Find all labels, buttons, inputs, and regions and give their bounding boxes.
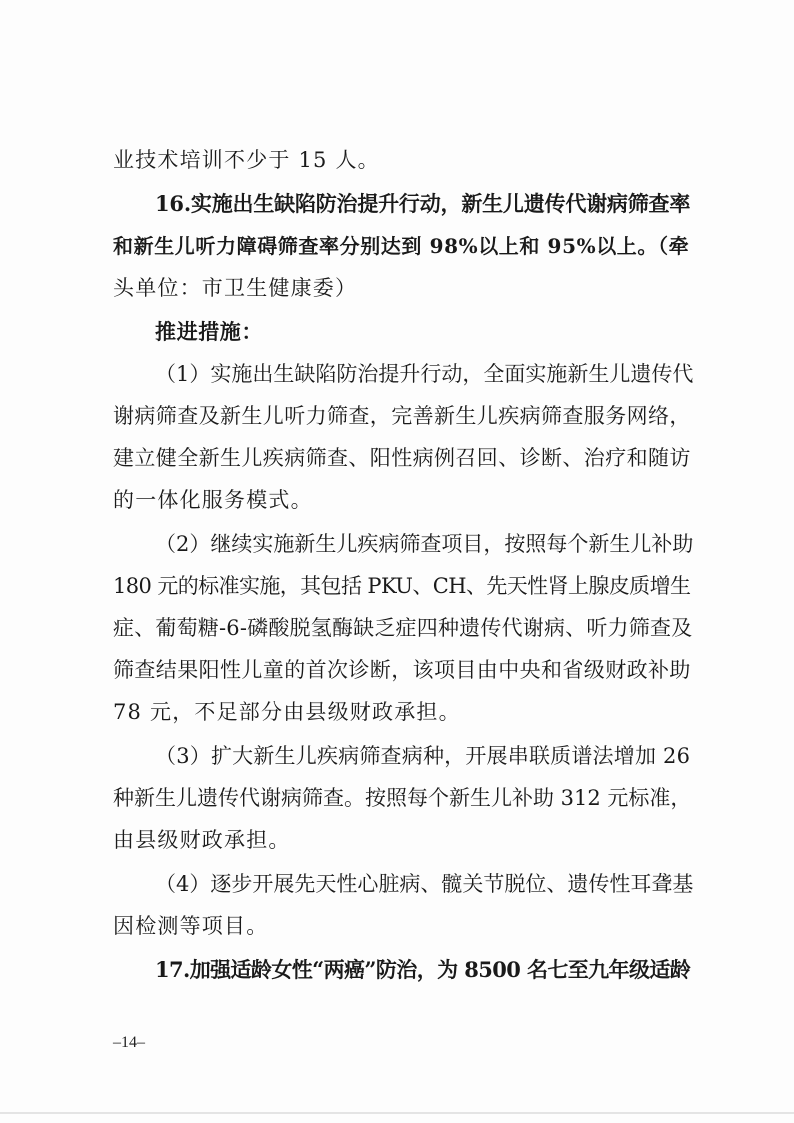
page-number: –14– xyxy=(113,1034,145,1051)
measure-2-line: 78 元，不足部分由县级财政承担。 xyxy=(113,700,461,724)
item-16-heading-cont xyxy=(113,232,693,260)
measure-2-line: 筛查结果阳性儿童的首次诊断，该项目由中央和省级财政补助 xyxy=(113,658,691,682)
item-17-heading: 17.加强适龄女性“两癌”防治，为 8500 名七至九年级适龄 xyxy=(155,957,691,982)
measure-2-line: 180 元的标准实施，其包括 PKU、CH、先天性肾上腺皮质增生 xyxy=(113,574,691,598)
measure-2-line: （2）继续实施新生儿疾病筛查项目，按照每个新生儿补助 xyxy=(155,532,694,556)
measure-1-line: 建立健全新生儿疾病筛查、阳性病例召回、诊断、治疗和随访 xyxy=(113,446,691,470)
item-16-heading-bold: 和新生儿听力障碍筛查率分别达到 98%以上和 95%以上。（牵 xyxy=(113,234,690,258)
measure-1-line: （1）实施出生缺陷防治提升行动，全面实施新生儿遗传代 xyxy=(155,362,694,386)
measure-1-line: 的一体化服务模式。 xyxy=(113,488,313,512)
measure-3-line: 由县级财政承担。 xyxy=(113,828,291,852)
measure-2-line: 症、葡萄糖-6-磷酸脱氢酶缺乏症四种遗传代谢病、听力筛查及 xyxy=(113,616,693,640)
measures-heading: 推进措施： xyxy=(155,319,263,344)
lead-unit-line: 头单位：市卫生健康委） xyxy=(113,276,358,300)
paragraph-line: 业技术培训不少于 15 人。 xyxy=(113,148,380,172)
item-16-heading: 16.实施出生缺陷防治提升行动，新生儿遗传代谢病筛查率 xyxy=(155,191,691,216)
scan-edge-divider xyxy=(0,1112,794,1114)
measure-4-line: （4）逐步开展先天性心脏病、髋关节脱位、遗传性耳聋基 xyxy=(155,872,694,896)
measure-3-line: （3）扩大新生儿疾病筛查病种，开展串联质谱法增加 26 xyxy=(155,744,691,768)
measure-3-line: 种新生儿遗传代谢病筛查。按照每个新生儿补助 312 元标准， xyxy=(113,786,692,810)
measure-1-line: 谢病筛查及新生儿听力筛查，完善新生儿疾病筛查服务网络， xyxy=(113,404,691,428)
measure-4-line: 因检测等项目。 xyxy=(113,914,269,938)
